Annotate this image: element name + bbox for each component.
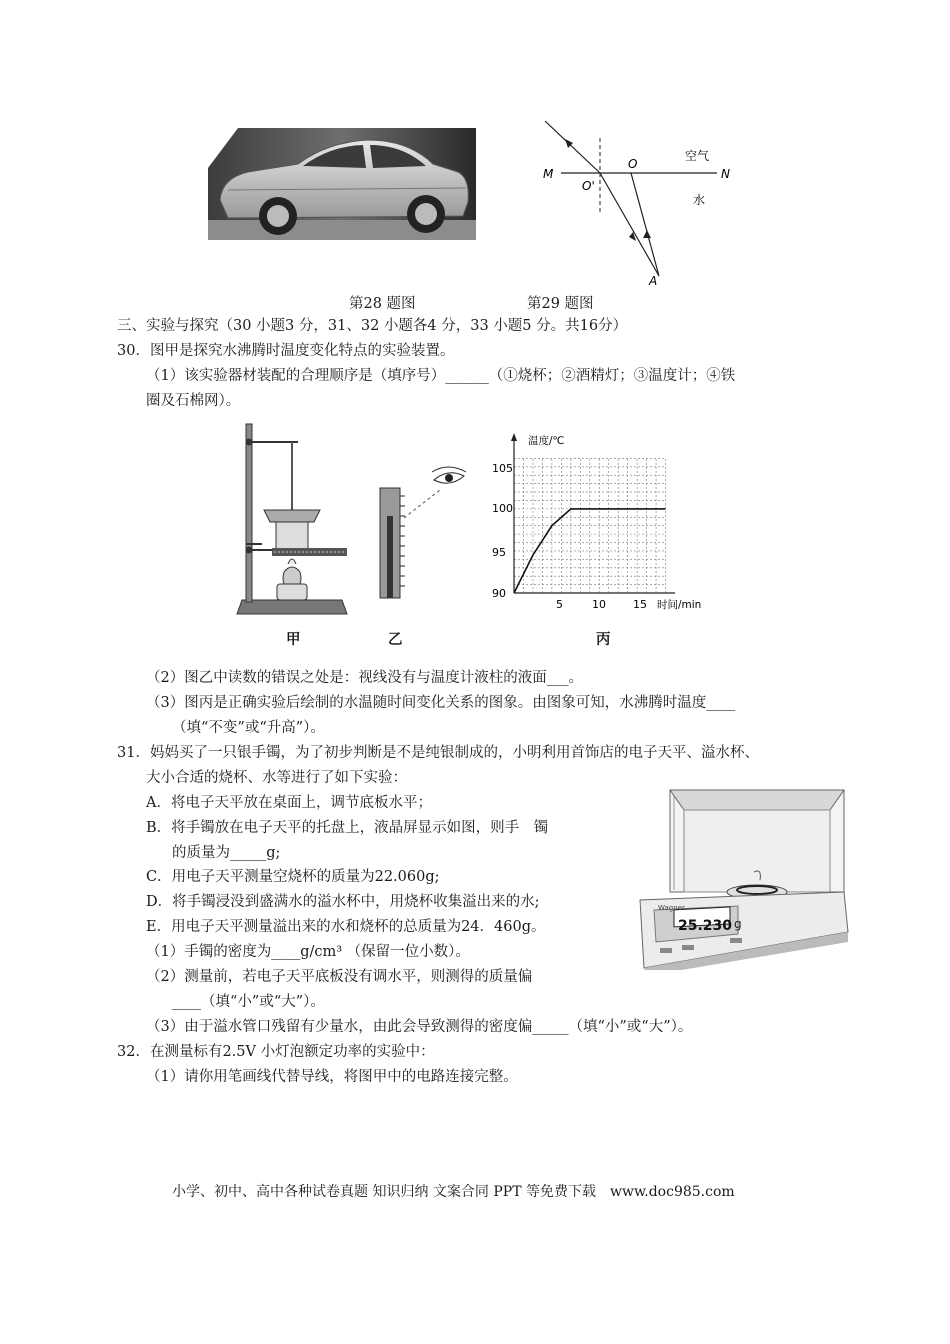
y-tick-90: 90	[492, 587, 506, 600]
q30-part1-cont: 圈及石棉网）。	[146, 393, 241, 409]
label-water: 水	[693, 193, 706, 207]
y-tick-95: 95	[492, 546, 506, 559]
figure-29-caption: 第29 题图	[527, 296, 594, 312]
q31-part2-cont: ____（填“小”或“大”）。	[172, 994, 325, 1010]
temperature-time-chart	[470, 430, 715, 610]
label-N: N	[721, 167, 730, 181]
figure-30-jia-apparatus	[232, 422, 352, 622]
x-tick-5: 5	[556, 598, 563, 610]
q30-part3: （3）图丙是正确实验后绘制的水温随时间变化关系的图象。由图象可知，水沸腾时温度____	[146, 695, 736, 711]
label-air: 空气	[685, 149, 710, 163]
ray-from-A	[631, 173, 659, 276]
figure-30-yi-thermometer	[376, 466, 476, 600]
label-O: O	[628, 157, 638, 171]
q32-stem: 32．在测量标有2.5V 小灯泡额定功率的实验中：	[117, 1044, 435, 1060]
q30-part3-cont: （填“不变”或“升高”）。	[172, 720, 325, 736]
x-tick-15: 15	[633, 598, 647, 610]
q30-part2: （2）图乙中读数的错误之处是：视线没有与温度计液柱的液面___。	[146, 670, 583, 686]
q31-step-d: D．将手镯浸没到盛满水的溢水杯中，用烧杯收集溢出来的水;	[146, 894, 540, 910]
label-O-prime: O'	[582, 179, 595, 193]
page-footer: 小学、初中、高中各种试卷真题 知识归纳 文案合同 PPT 等免费下载 www.doc985.com	[172, 1184, 735, 1200]
figure-30-bing-graph	[470, 430, 715, 610]
q31-stem-cont: 大小合适的烧杯、水等进行了如下实验：	[146, 770, 407, 786]
y-tick-100: 100	[492, 502, 513, 515]
balance-display-value: 25.230	[678, 918, 733, 934]
q31-step-b: B．将手镯放在电子天平的托盘上，液晶屏显示如图，则手 镯	[146, 820, 549, 836]
balance-brand: Wagner	[658, 904, 685, 912]
ray-refracted	[600, 173, 659, 276]
q31-step-e: E．用电子天平测量溢出来的水和烧杯的总质量为24．460g。	[146, 919, 546, 935]
figure-30-label-bing: 丙	[596, 631, 611, 648]
q31-part1: （1）手镯的密度为____g/cm³ （保留一位小数）。	[146, 944, 470, 960]
y-axis-label: 温度/℃	[528, 435, 565, 447]
q31-stem: 31．妈妈买了一只银手镯，为了初步判断是不是纯银制成的，小明利用首饰店的电子天平、溢水杯、	[117, 745, 759, 761]
figure-31-electronic-balance	[634, 782, 852, 970]
figure-28-caption: 第28 题图	[349, 296, 416, 312]
section-3-heading: 三、实验与探究（30 小题3 分，31、32 小题各4 分，33 小题5 分。共16分）	[117, 318, 628, 334]
label-A: A	[649, 274, 658, 288]
figure-29-refraction-diagram	[535, 118, 740, 290]
figure-28-car-photo	[208, 128, 476, 240]
label-M: M	[543, 167, 554, 181]
q31-step-c: C．用电子天平测量空烧杯的质量为22.060g;	[146, 869, 440, 885]
x-tick-10: 10	[592, 598, 606, 610]
q31-step-b-cont: 的质量为_____g;	[172, 845, 281, 861]
figure-30-label-jia: 甲	[286, 631, 301, 648]
q30-stem: 30．图甲是探究水沸腾时温度变化特点的实验装置。	[117, 343, 455, 359]
ray-incident	[545, 121, 600, 173]
y-tick-105: 105	[492, 462, 513, 475]
q30-part1: （1）该实验器材装配的合理顺序是（填序号）______（①烧杯；②酒精灯；③温度计；④铁	[146, 368, 736, 384]
q31-part2: （2）测量前，若电子天平底板没有调水平，则测得的质量偏	[146, 969, 533, 985]
q32-part1: （1）请你用笔画线代替导线，将图甲中的电路连接完整。	[146, 1069, 518, 1085]
chart-grid	[514, 458, 666, 593]
x-axis-label: 时间/min	[657, 599, 702, 610]
balance-display-unit: g	[734, 917, 742, 931]
q31-step-a: A．将电子天平放在桌面上，调节底板水平；	[146, 795, 432, 811]
q31-part3: （3）由于溢水管口残留有少量水，由此会导致测得的密度偏_____（填“小”或“大”）。	[146, 1019, 693, 1035]
figure-30-label-yi: 乙	[388, 631, 403, 648]
